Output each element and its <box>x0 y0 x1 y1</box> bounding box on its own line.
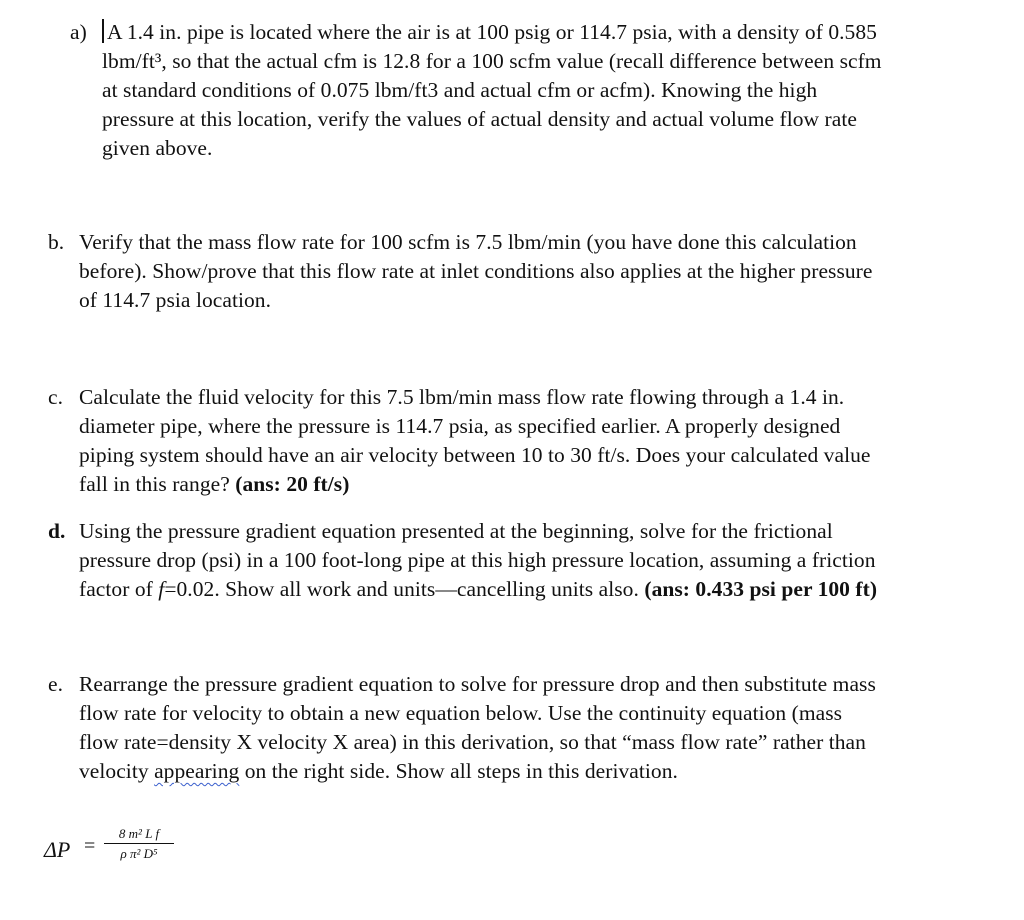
question-b-line-1: Verify that the mass flow rate for 100 scfm is 7.5 lbm/min (you have done this calculation <box>79 230 857 254</box>
question-a <box>70 18 1010 163</box>
question-b <box>48 228 1008 315</box>
question-c-marker: c. <box>48 385 64 409</box>
fraction-bar <box>104 843 174 844</box>
pressure-drop-equation <box>44 824 244 884</box>
question-a-line-1: A 1.4 in. pipe is located where the air is at 100 psig or 114.7 psia, with a density of 0.585 <box>102 18 1010 47</box>
question-d <box>48 517 1008 604</box>
question-a-line-5: given above. <box>102 136 213 160</box>
question-c-line-4: fall in this range? (ans: 20 ft/s) <box>79 472 350 496</box>
question-e-line-1: Rearrange the pressure gradient equation to solve for pressure drop and then substitute mass <box>79 672 876 696</box>
question-e-line-4: velocity appearing on the right side. Show all steps in this derivation. <box>79 759 678 783</box>
question-e-line-3: flow rate=density X velocity X area) in this derivation, so that “mass flow rate” rather than <box>79 730 866 754</box>
text-cursor <box>102 19 104 43</box>
equation-fraction <box>104 826 174 862</box>
equation-equals: = <box>84 835 96 857</box>
question-e-line-2: flow rate for velocity to obtain a new equation below. Use the continuity equation (mass <box>79 701 843 725</box>
question-c-line-3: piping system should have an air velocity between 10 to 30 ft/s. Does your calculated value <box>79 443 871 467</box>
question-a-line-3: at standard conditions of 0.075 lbm/ft3 and actual cfm or acfm). Knowing the high <box>102 78 818 102</box>
question-b-line-2: before). Show/prove that this flow rate at inlet conditions also applies at the higher pressure <box>79 259 873 283</box>
question-d-marker: d. <box>48 519 66 543</box>
equation-lhs: ΔP <box>44 837 71 862</box>
equation-denominator: ρ π² D⁵ <box>120 846 158 861</box>
equation-numerator: 8 m² L f <box>118 826 160 841</box>
question-b-line-3: of 114.7 psia location. <box>79 288 272 312</box>
question-c-line-2: diameter pipe, where the pressure is 114.7 psia, as specified earlier. A properly designed <box>79 414 841 438</box>
grammar-underline[interactable]: appearing <box>154 759 240 783</box>
answer-d: (ans: 0.433 psi per 100 ft) <box>644 577 878 601</box>
question-c-line-1: Calculate the fluid velocity for this 7.5 lbm/min mass flow rate flowing through a 1.4 in. <box>79 385 845 409</box>
question-b-marker: b. <box>48 230 65 254</box>
friction-factor-symbol: f <box>158 577 165 601</box>
question-c <box>48 383 1008 499</box>
question-d-line-2: pressure drop (psi) in a 100 foot-long pipe at this high pressure location, assuming a friction <box>79 548 876 572</box>
question-a-line-2: lbm/ft³, so that the actual cfm is 12.8 for a 100 scfm value (recall difference between scfm <box>102 49 882 73</box>
question-d-line-1: Using the pressure gradient equation presented at the beginning, solve for the frictional <box>79 519 833 543</box>
question-e-marker: e. <box>48 672 64 696</box>
answer-c: (ans: 20 ft/s) <box>235 472 350 496</box>
question-e <box>48 670 1008 786</box>
question-d-line-3: factor of f=0.02. Show all work and units—cancelling units also. (ans: 0.433 psi per 100 ft) <box>79 577 878 601</box>
question-a-marker: a) <box>70 20 87 44</box>
question-a-line-4: pressure at this location, verify the values of actual density and actual volume flow rate <box>102 107 857 131</box>
